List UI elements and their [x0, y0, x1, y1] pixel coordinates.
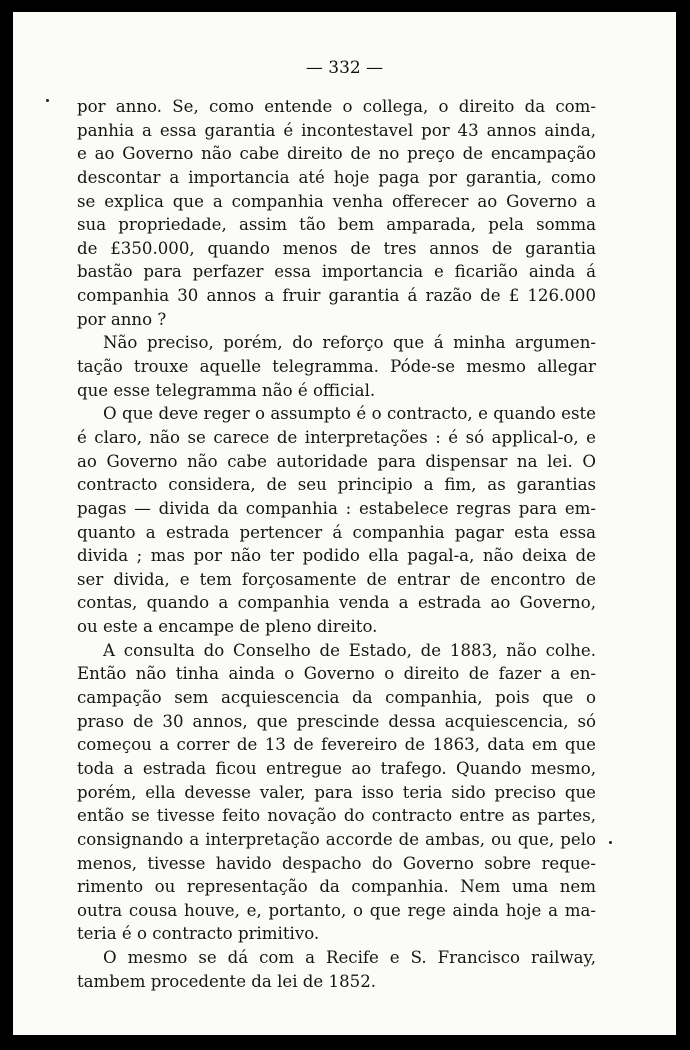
text-line: contracto considera, de seu principio a fim, as garantias [77, 475, 596, 495]
text-line: contas, quando a companhia venda a estrada ao Governo, [77, 593, 596, 613]
book-page [13, 12, 676, 1035]
text-line: pagas — divida da companhia : estabelece regras para em- [77, 498, 596, 518]
text-line: outra cousa houve, e, portanto, o que rege ainda hoje a ma- [77, 900, 596, 920]
text-line: sua propriedade, assim tão bem amparada, pela somma [77, 215, 596, 235]
text-line: quanto a estrada pertencer á companhia pagar esta essa [77, 522, 596, 542]
text-line: se explica que a companhia venha offerecer ao Governo a [77, 191, 596, 211]
text-line: por anno ? [77, 309, 167, 329]
text-line: toda a estrada ficou entregue ao trafego. Quando mesmo, [77, 758, 596, 778]
text-line: consignando a interpretação accorde de ambas, ou que, pelo [77, 829, 596, 849]
text-line: bastão para perfazer essa importancia e ficarião ainda á [77, 262, 596, 282]
text-line: companhia 30 annos a fruir garantia á razão de £ 126.000 [77, 286, 596, 306]
text-line: A consulta do Conselho de Estado, de 1883, não colhe. [103, 640, 596, 660]
text-line: que esse telegramma não é official. [77, 380, 376, 400]
speck-mark [609, 841, 612, 844]
text-line: O mesmo se dá com a Recife e S. Francisco railway, [103, 948, 596, 968]
text-line: ou este a encampe de pleno direito. [77, 617, 378, 637]
body-text [77, 95, 596, 993]
text-line: Então não tinha ainda o Governo o direito de fazer a en- [77, 664, 596, 684]
text-line: e ao Governo não cabe direito de no preço de encampação [77, 144, 596, 164]
text-line: tambem procedente da lei de 1852. [77, 971, 377, 991]
text-line: por anno. Se, como entende o collega, o direito da com- [77, 97, 596, 116]
paragraph [77, 95, 596, 331]
text-line: praso de 30 annos, que prescinde dessa acquiescencia, só [77, 711, 596, 731]
text-line: divida ; mas por não ter podido ella pagal-a, não deixa de [77, 546, 596, 566]
text-line: então se tivesse feito novação do contracto entre as partes, [77, 806, 596, 826]
text-line: ser divida, e tem forçosamente de entrar de encontro de [77, 569, 596, 589]
paragraph [77, 946, 596, 993]
text-line: descontar a importancia até hoje paga por garantia, como [77, 167, 596, 187]
text-line: tação trouxe aquelle telegramma. Póde-se mesmo allegar [77, 357, 596, 377]
speck-mark [46, 99, 49, 102]
text-line: menos, tivesse havido despacho do Governo sobre reque- [77, 853, 596, 873]
text-line: campação sem acquiescencia da companhia, pois que o [77, 688, 596, 708]
text-line: de £350.000, quando menos de tres annos de garantia [77, 238, 596, 258]
text-line: porém, ella devesse valer, para isso teria sido preciso que [77, 782, 596, 802]
page-number: — 332 — [305, 58, 384, 78]
paragraph [77, 639, 596, 946]
text-line: O que deve reger o assumpto é o contracto, e quando este [103, 404, 596, 424]
text-line: é claro, não se carece de interpretações : é só applical-o, e [77, 427, 596, 447]
paragraph [77, 331, 596, 402]
text-line: Não preciso, porém, do reforço que á minha argumen- [103, 333, 596, 353]
paragraph [77, 402, 596, 638]
text-line: panhia a essa garantia é incontestavel por 43 annos ainda, [77, 120, 596, 140]
text-line: começou a correr de 13 de fevereiro de 1863, data em que [77, 735, 596, 755]
text-line: ao Governo não cabe autoridade para dispensar na lei. O [77, 451, 596, 471]
text-line: rimento ou representação da companhia. Nem uma nem [77, 877, 596, 897]
text-line: teria é o contracto primitivo. [77, 924, 320, 944]
